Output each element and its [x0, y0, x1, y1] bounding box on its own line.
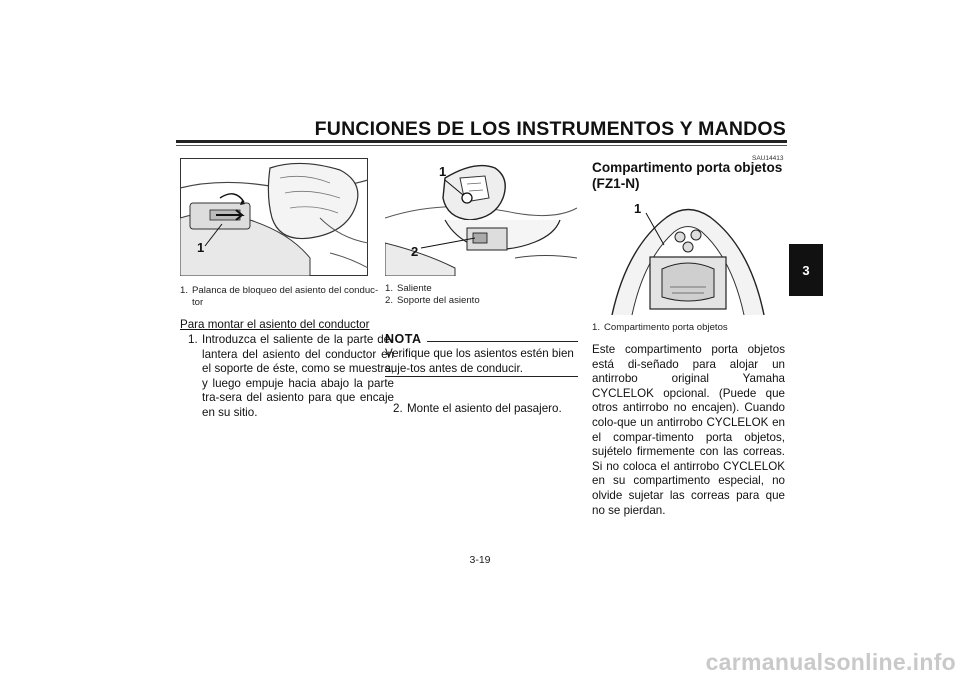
caption-text: Palanca de bloqueo del asiento del conduc- — [192, 285, 379, 296]
callout-2: 2 — [411, 244, 419, 259]
step-text: Monte el asiento del pasajero. — [407, 401, 562, 415]
caption-number: 1. — [592, 322, 601, 333]
figure-caption — [180, 285, 380, 310]
header-rule — [176, 140, 787, 143]
page-number: 3-19 — [469, 554, 491, 566]
section-code: SAU14413 — [752, 155, 784, 162]
site-watermark: carmanualsonline.info — [705, 649, 956, 675]
figure-seat-bracket — [385, 158, 577, 276]
section-title — [592, 160, 792, 192]
step-text: Introduzca el saliente de la parte de-lantera del asiento del conductor en el soporte de éste, como se muestra, y luego empuje hacia abajo la parte tra-sera del asiento para que encaje en su sitio. — [202, 333, 394, 419]
figure-captions — [385, 283, 577, 308]
page-header-title: FUNCIONES DE LOS INSTRUMENTOS Y MANDOS — [314, 118, 786, 140]
caption-number: 1. — [180, 285, 189, 296]
caption-text-cont: tor — [192, 297, 204, 309]
caption-text: Saliente — [397, 283, 432, 294]
caption-number: 1. — [385, 283, 394, 294]
callout-1: 1 — [634, 201, 642, 216]
note-rule-bottom — [385, 376, 578, 377]
caption-number: 2. — [385, 295, 394, 307]
section-title-line2: (FZ1-N) — [592, 176, 640, 191]
note-label: NOTA — [385, 332, 422, 346]
chapter-tab: 3 — [789, 244, 823, 296]
step-number: 2. — [393, 401, 403, 415]
section-paragraph: Este compartimento porta objetos está di-señado para alojar un antirrobo original Yamaha CYCLELOK opcional. (Puede que otros antirrobo no encajen). Cuando colo-que un antirrobo CYCLELOK en el compar-timento porta objetos, sujételo firmemente con las correas. Si no coloca el antirrobo CYCLELOK en su compartimento especial, no olvide sujetar las correas para que no se pierdan. — [592, 343, 785, 517]
step-1 — [180, 333, 394, 421]
subheading-driver-seat: Para montar el asiento del conductor — [180, 318, 370, 331]
callout-1: 1 — [439, 164, 447, 179]
callout-1: 1 — [197, 240, 205, 255]
figure-storage-compartment — [592, 197, 784, 315]
section-title-line1: Compartimento porta objetos — [592, 160, 783, 175]
storage-compartment-illustration — [592, 197, 784, 315]
caption-text: Compartimento porta objetos — [604, 322, 728, 333]
caption-text: Soporte del asiento — [397, 295, 480, 307]
note-rule-top — [427, 341, 578, 342]
seat-lock-illustration — [180, 158, 368, 276]
figure-seat-lock-lever — [180, 158, 368, 276]
step-2 — [385, 402, 599, 417]
header-rule-thin — [176, 145, 787, 146]
step-number: 1. — [188, 333, 198, 346]
figure-caption — [592, 322, 784, 334]
note-text: Verifique que los asientos estén bien suje-tos antes de conducir. — [385, 347, 574, 375]
